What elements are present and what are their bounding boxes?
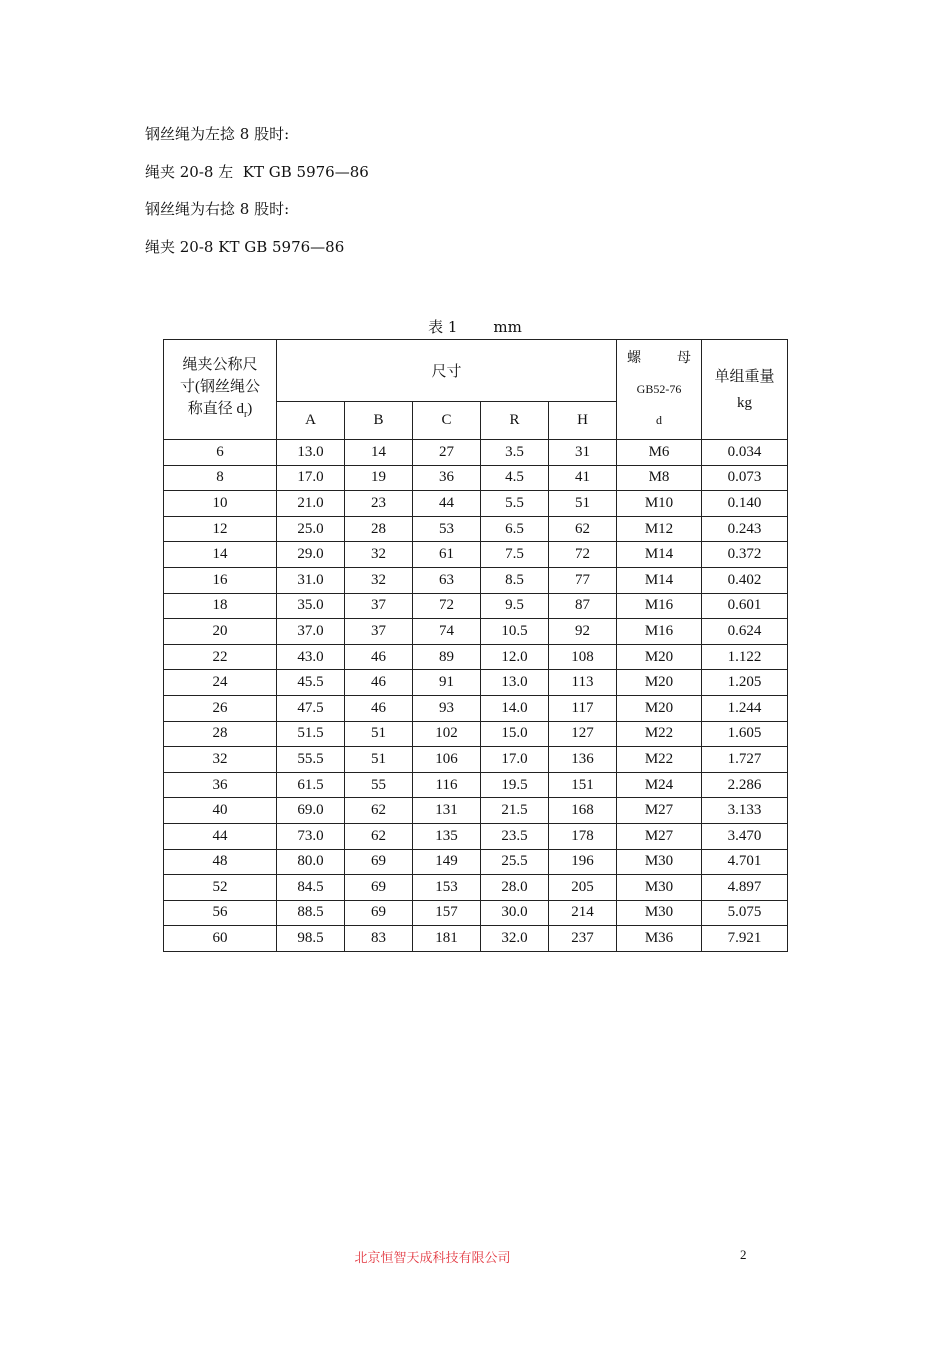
table-row (164, 491, 788, 517)
cell-b: 37 (345, 593, 413, 619)
cell-h: 108 (549, 644, 617, 670)
cell-h: 113 (549, 670, 617, 696)
cell-r: 28.0 (481, 875, 549, 901)
cell-h: 62 (549, 516, 617, 542)
table-row (164, 440, 788, 466)
cell-nominal: 6 (164, 440, 277, 466)
cell-weight: 1.122 (702, 644, 788, 670)
cell-weight: 7.921 (702, 926, 788, 952)
cell-b: 32 (345, 542, 413, 568)
cell-a: 17.0 (277, 465, 345, 491)
page-number: 2 (740, 1247, 747, 1262)
cell-c: 149 (413, 849, 481, 875)
cell-b: 55 (345, 772, 413, 798)
cell-r: 8.5 (481, 567, 549, 593)
cell-r: 12.0 (481, 644, 549, 670)
cell-r: 32.0 (481, 926, 549, 952)
cell-r: 17.0 (481, 747, 549, 773)
cell-h: 136 (549, 747, 617, 773)
cell-a: 73.0 (277, 823, 345, 849)
footer-company: 北京恒智天成科技有限公司 (354, 1251, 511, 1266)
cell-b: 37 (345, 619, 413, 645)
cell-nominal: 8 (164, 465, 277, 491)
table-row (164, 900, 788, 926)
cell-weight: 3.133 (702, 798, 788, 824)
paragraph-left-lay: 钢丝绳为左捻 8 股时: (145, 125, 290, 143)
cell-r: 25.5 (481, 849, 549, 875)
cell-c: 72 (413, 593, 481, 619)
subheader-r: R (481, 402, 549, 440)
table-row (164, 926, 788, 952)
cell-nut: M14 (617, 567, 702, 593)
cell-c: 53 (413, 516, 481, 542)
cell-a: 51.5 (277, 721, 345, 747)
table-row (164, 772, 788, 798)
cell-r: 5.5 (481, 491, 549, 517)
subheader-b: B (345, 402, 413, 440)
cell-nut: M27 (617, 798, 702, 824)
caption-unit: mm (493, 318, 522, 336)
cell-nut: M30 (617, 875, 702, 901)
cell-nut: M16 (617, 619, 702, 645)
cell-nominal: 52 (164, 875, 277, 901)
cell-c: 102 (413, 721, 481, 747)
cell-nominal: 48 (164, 849, 277, 875)
cell-weight: 0.402 (702, 567, 788, 593)
table-row (164, 823, 788, 849)
paragraph-right-lay: 钢丝绳为右捻 8 股时: (145, 200, 290, 218)
cell-c: 74 (413, 619, 481, 645)
cell-nominal: 10 (164, 491, 277, 517)
cell-weight: 0.243 (702, 516, 788, 542)
cell-h: 237 (549, 926, 617, 952)
cell-a: 80.0 (277, 849, 345, 875)
cell-b: 83 (345, 926, 413, 952)
table-row (164, 644, 788, 670)
cell-nominal: 14 (164, 542, 277, 568)
cell-a: 35.0 (277, 593, 345, 619)
cell-nominal: 18 (164, 593, 277, 619)
cell-a: 61.5 (277, 772, 345, 798)
cell-b: 46 (345, 695, 413, 721)
cell-r: 23.5 (481, 823, 549, 849)
table-row (164, 619, 788, 645)
cell-c: 181 (413, 926, 481, 952)
cell-b: 69 (345, 849, 413, 875)
cell-weight: 2.286 (702, 772, 788, 798)
cell-b: 28 (345, 516, 413, 542)
cell-b: 51 (345, 747, 413, 773)
cell-r: 4.5 (481, 465, 549, 491)
cell-r: 15.0 (481, 721, 549, 747)
table-row (164, 542, 788, 568)
cell-c: 44 (413, 491, 481, 517)
cell-r: 9.5 (481, 593, 549, 619)
cell-c: 131 (413, 798, 481, 824)
cell-h: 127 (549, 721, 617, 747)
cell-h: 168 (549, 798, 617, 824)
table-caption (0, 316, 950, 337)
cell-h: 117 (549, 695, 617, 721)
cell-b: 62 (345, 823, 413, 849)
cell-nut: M36 (617, 926, 702, 952)
cell-weight: 1.605 (702, 721, 788, 747)
cell-nut: M16 (617, 593, 702, 619)
cell-h: 87 (549, 593, 617, 619)
cell-b: 69 (345, 900, 413, 926)
cell-nut: M30 (617, 900, 702, 926)
cell-nominal: 16 (164, 567, 277, 593)
cell-a: 13.0 (277, 440, 345, 466)
cell-nut: M30 (617, 849, 702, 875)
cell-weight: 0.601 (702, 593, 788, 619)
cell-a: 29.0 (277, 542, 345, 568)
cell-b: 62 (345, 798, 413, 824)
cell-h: 51 (549, 491, 617, 517)
table-row (164, 798, 788, 824)
cell-r: 14.0 (481, 695, 549, 721)
table-row (164, 721, 788, 747)
cell-r: 21.5 (481, 798, 549, 824)
cell-a: 98.5 (277, 926, 345, 952)
cell-b: 46 (345, 644, 413, 670)
cell-weight: 5.075 (702, 900, 788, 926)
cell-c: 116 (413, 772, 481, 798)
cell-c: 157 (413, 900, 481, 926)
cell-weight: 1.727 (702, 747, 788, 773)
cell-c: 27 (413, 440, 481, 466)
cell-b: 32 (345, 567, 413, 593)
cell-c: 91 (413, 670, 481, 696)
caption-label: 表 1 (428, 318, 458, 336)
cell-r: 13.0 (481, 670, 549, 696)
cell-weight: 0.624 (702, 619, 788, 645)
cell-h: 178 (549, 823, 617, 849)
table-row (164, 465, 788, 491)
cell-r: 6.5 (481, 516, 549, 542)
cell-nominal: 20 (164, 619, 277, 645)
header-nut: 螺 母 GB52-76 d (617, 340, 702, 440)
cell-b: 23 (345, 491, 413, 517)
cell-b: 51 (345, 721, 413, 747)
cell-nominal: 32 (164, 747, 277, 773)
cell-weight: 4.897 (702, 875, 788, 901)
paragraph-right-designation: 绳夹 20-8 KT GB 5976—86 (145, 238, 345, 256)
cell-c: 153 (413, 875, 481, 901)
cell-nut: M22 (617, 721, 702, 747)
cell-h: 214 (549, 900, 617, 926)
table-row (164, 670, 788, 696)
cell-h: 77 (549, 567, 617, 593)
cell-a: 47.5 (277, 695, 345, 721)
table-row (164, 695, 788, 721)
subheader-h: H (549, 402, 617, 440)
cell-nominal: 36 (164, 772, 277, 798)
cell-b: 46 (345, 670, 413, 696)
spec-table (163, 339, 788, 952)
cell-nut: M22 (617, 747, 702, 773)
cell-c: 93 (413, 695, 481, 721)
subheader-c: C (413, 402, 481, 440)
cell-nominal: 28 (164, 721, 277, 747)
cell-weight: 0.372 (702, 542, 788, 568)
cell-b: 69 (345, 875, 413, 901)
cell-nut: M12 (617, 516, 702, 542)
cell-c: 63 (413, 567, 481, 593)
cell-nominal: 56 (164, 900, 277, 926)
cell-r: 7.5 (481, 542, 549, 568)
cell-c: 135 (413, 823, 481, 849)
cell-a: 84.5 (277, 875, 345, 901)
cell-a: 25.0 (277, 516, 345, 542)
cell-nominal: 60 (164, 926, 277, 952)
header-weight: 单组重量 kg (702, 340, 788, 440)
cell-weight: 3.470 (702, 823, 788, 849)
cell-nut: M14 (617, 542, 702, 568)
cell-a: 45.5 (277, 670, 345, 696)
table-row (164, 567, 788, 593)
header-nominal-size: 绳夹公称尺 寸(钢丝绳公 称直径 $d_r$) (164, 340, 277, 440)
table-row (164, 593, 788, 619)
cell-h: 196 (549, 849, 617, 875)
cell-a: 21.0 (277, 491, 345, 517)
header-dimensions: 尺寸 (277, 340, 617, 402)
cell-nut: M20 (617, 644, 702, 670)
cell-nominal: 12 (164, 516, 277, 542)
table-row (164, 516, 788, 542)
cell-a: 55.5 (277, 747, 345, 773)
cell-weight: 0.034 (702, 440, 788, 466)
cell-a: 88.5 (277, 900, 345, 926)
cell-nominal: 24 (164, 670, 277, 696)
cell-nut: M10 (617, 491, 702, 517)
cell-nominal: 40 (164, 798, 277, 824)
cell-nominal: 22 (164, 644, 277, 670)
table-body (164, 440, 788, 952)
cell-h: 31 (549, 440, 617, 466)
cell-c: 106 (413, 747, 481, 773)
paragraph-left-designation: 绳夹 20-8 左 KT GB 5976—86 (145, 163, 369, 181)
cell-weight: 1.205 (702, 670, 788, 696)
cell-h: 41 (549, 465, 617, 491)
cell-weight: 1.244 (702, 695, 788, 721)
cell-r: 10.5 (481, 619, 549, 645)
cell-h: 205 (549, 875, 617, 901)
cell-a: 69.0 (277, 798, 345, 824)
cell-nut: M27 (617, 823, 702, 849)
cell-r: 30.0 (481, 900, 549, 926)
cell-r: 19.5 (481, 772, 549, 798)
cell-nut: M20 (617, 695, 702, 721)
cell-h: 151 (549, 772, 617, 798)
cell-h: 92 (549, 619, 617, 645)
cell-a: 37.0 (277, 619, 345, 645)
cell-nut: M6 (617, 440, 702, 466)
table-row (164, 849, 788, 875)
cell-nut: M24 (617, 772, 702, 798)
subheader-a: A (277, 402, 345, 440)
table-row (164, 747, 788, 773)
cell-r: 3.5 (481, 440, 549, 466)
table-row (164, 875, 788, 901)
cell-b: 19 (345, 465, 413, 491)
cell-c: 61 (413, 542, 481, 568)
cell-c: 89 (413, 644, 481, 670)
cell-nominal: 44 (164, 823, 277, 849)
cell-a: 31.0 (277, 567, 345, 593)
cell-nominal: 26 (164, 695, 277, 721)
cell-weight: 4.701 (702, 849, 788, 875)
cell-nut: M20 (617, 670, 702, 696)
cell-b: 14 (345, 440, 413, 466)
cell-weight: 0.140 (702, 491, 788, 517)
cell-nut: M8 (617, 465, 702, 491)
cell-h: 72 (549, 542, 617, 568)
cell-weight: 0.073 (702, 465, 788, 491)
cell-c: 36 (413, 465, 481, 491)
cell-a: 43.0 (277, 644, 345, 670)
